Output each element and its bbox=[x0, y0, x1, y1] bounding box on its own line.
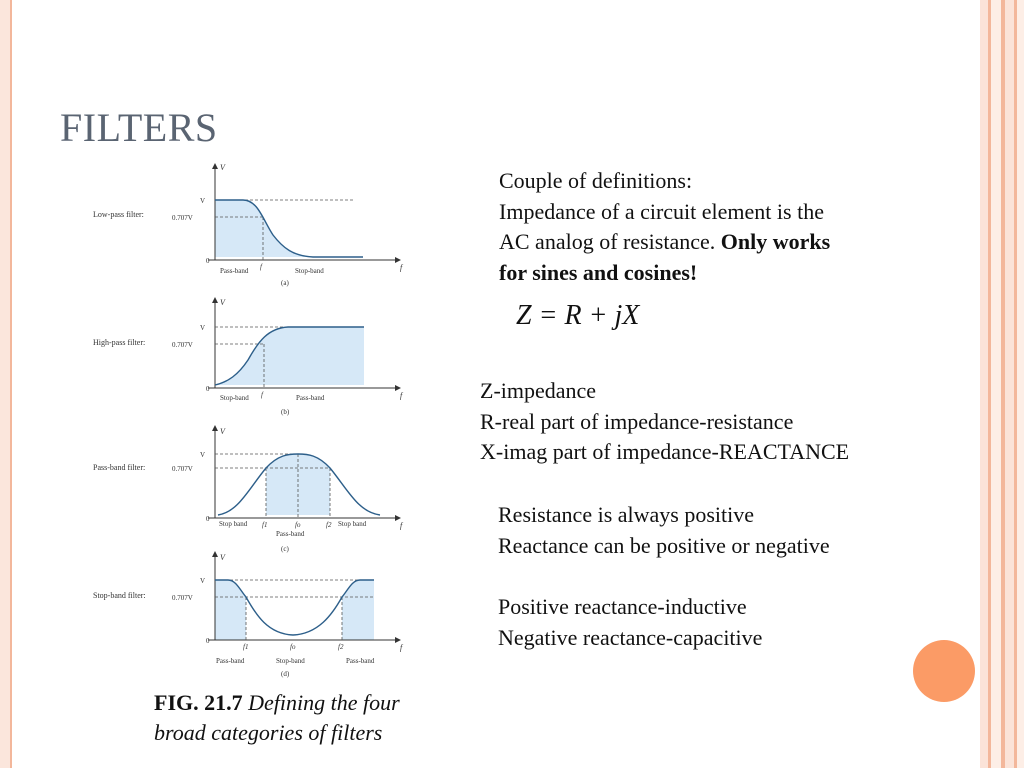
definitions-block bbox=[499, 166, 830, 288]
left-frame-border bbox=[0, 0, 12, 768]
svg-text:Pass-band: Pass-band bbox=[346, 657, 375, 665]
resistance-notes bbox=[498, 500, 830, 561]
term-line: Z-impedance bbox=[480, 378, 597, 403]
svg-text:0.707V: 0.707V bbox=[172, 594, 193, 602]
figure-description: Defining the four broad categories of filters bbox=[154, 690, 400, 745]
passband-label: Pass-band filter: bbox=[93, 463, 146, 472]
decorative-circle bbox=[913, 640, 975, 702]
svg-text:V: V bbox=[200, 197, 206, 205]
svg-text:(b): (b) bbox=[281, 408, 290, 416]
svg-text:V: V bbox=[200, 451, 206, 459]
figure-number: FIG. 21.7 bbox=[154, 690, 243, 715]
highpass-label: High-pass filter: bbox=[93, 338, 146, 347]
svg-text:0.707V: 0.707V bbox=[172, 465, 193, 473]
term-line: X-imag part of impedance-REACTANCE bbox=[480, 439, 850, 464]
definitions-line: Couple of definitions: bbox=[499, 168, 693, 193]
svg-text:fo: fo bbox=[295, 521, 301, 529]
svg-text:(a): (a) bbox=[281, 279, 289, 287]
term-line: R-real part of impedance-resistance bbox=[480, 408, 794, 434]
svg-text:V: V bbox=[200, 577, 206, 585]
svg-text:f: f bbox=[400, 263, 403, 272]
stopband-label: Stop-band filter: bbox=[93, 591, 146, 600]
svg-text:0: 0 bbox=[206, 637, 210, 645]
impedance-formula: Z = R + jX bbox=[516, 300, 640, 331]
svg-text:V: V bbox=[220, 298, 225, 307]
lowpass-label: Low-pass filter: bbox=[93, 210, 144, 219]
note-line: Positive reactance-inductive bbox=[498, 594, 747, 619]
svg-text:0.707V: 0.707V bbox=[172, 214, 193, 222]
svg-text:0: 0 bbox=[206, 385, 210, 393]
lowpass-figure bbox=[93, 163, 404, 287]
svg-text:f1: f1 bbox=[243, 643, 249, 651]
highpass-figure bbox=[93, 298, 404, 416]
passband-figure bbox=[93, 426, 404, 553]
definitions-line: Impedance of a circuit element is the bbox=[499, 198, 824, 224]
definitions-line: AC analog of resistance. Only works bbox=[499, 229, 831, 254]
svg-text:f: f bbox=[400, 391, 403, 400]
svg-text:0: 0 bbox=[206, 257, 210, 265]
svg-text:V: V bbox=[220, 427, 225, 436]
svg-text:Pass-band: Pass-band bbox=[276, 530, 305, 538]
filter-figures bbox=[88, 160, 418, 680]
svg-text:Stop band: Stop band bbox=[219, 520, 248, 528]
stopband-figure bbox=[93, 552, 404, 678]
svg-text:Stop-band: Stop-band bbox=[276, 657, 305, 665]
terms-block bbox=[480, 376, 849, 468]
svg-text:0: 0 bbox=[206, 515, 210, 523]
svg-text:Stop band: Stop band bbox=[338, 520, 367, 528]
svg-text:V: V bbox=[220, 163, 225, 172]
svg-text:f2: f2 bbox=[338, 643, 344, 651]
svg-text:Stop-band: Stop-band bbox=[220, 394, 249, 402]
svg-text:Pass-band: Pass-band bbox=[220, 267, 249, 275]
svg-text:f: f bbox=[400, 521, 403, 530]
reactance-notes bbox=[498, 592, 762, 653]
note-line: Reactance can be positive or negative bbox=[498, 532, 830, 558]
svg-text:Stop-band: Stop-band bbox=[295, 267, 324, 275]
svg-text:f1: f1 bbox=[262, 521, 268, 529]
svg-text:f: f bbox=[261, 391, 263, 399]
svg-text:V: V bbox=[200, 324, 206, 332]
slide-title: FILTERS bbox=[60, 105, 218, 150]
note-line: Resistance is always positive bbox=[498, 502, 755, 527]
svg-text:0.707V: 0.707V bbox=[172, 341, 193, 349]
svg-text:f2: f2 bbox=[326, 521, 332, 529]
svg-text:V: V bbox=[220, 553, 225, 562]
definitions-line: for sines and cosines! bbox=[499, 259, 698, 285]
svg-text:Pass-band: Pass-band bbox=[296, 394, 325, 402]
svg-text:Pass-band: Pass-band bbox=[216, 657, 245, 665]
note-line: Negative reactance-capacitive bbox=[498, 624, 763, 650]
svg-text:fo: fo bbox=[290, 643, 296, 651]
svg-text:(c): (c) bbox=[281, 545, 289, 553]
svg-text:f: f bbox=[260, 263, 262, 271]
right-frame-border bbox=[980, 0, 1024, 768]
figure-caption bbox=[154, 688, 454, 748]
svg-text:(d): (d) bbox=[281, 670, 290, 678]
svg-text:f: f bbox=[400, 643, 403, 652]
